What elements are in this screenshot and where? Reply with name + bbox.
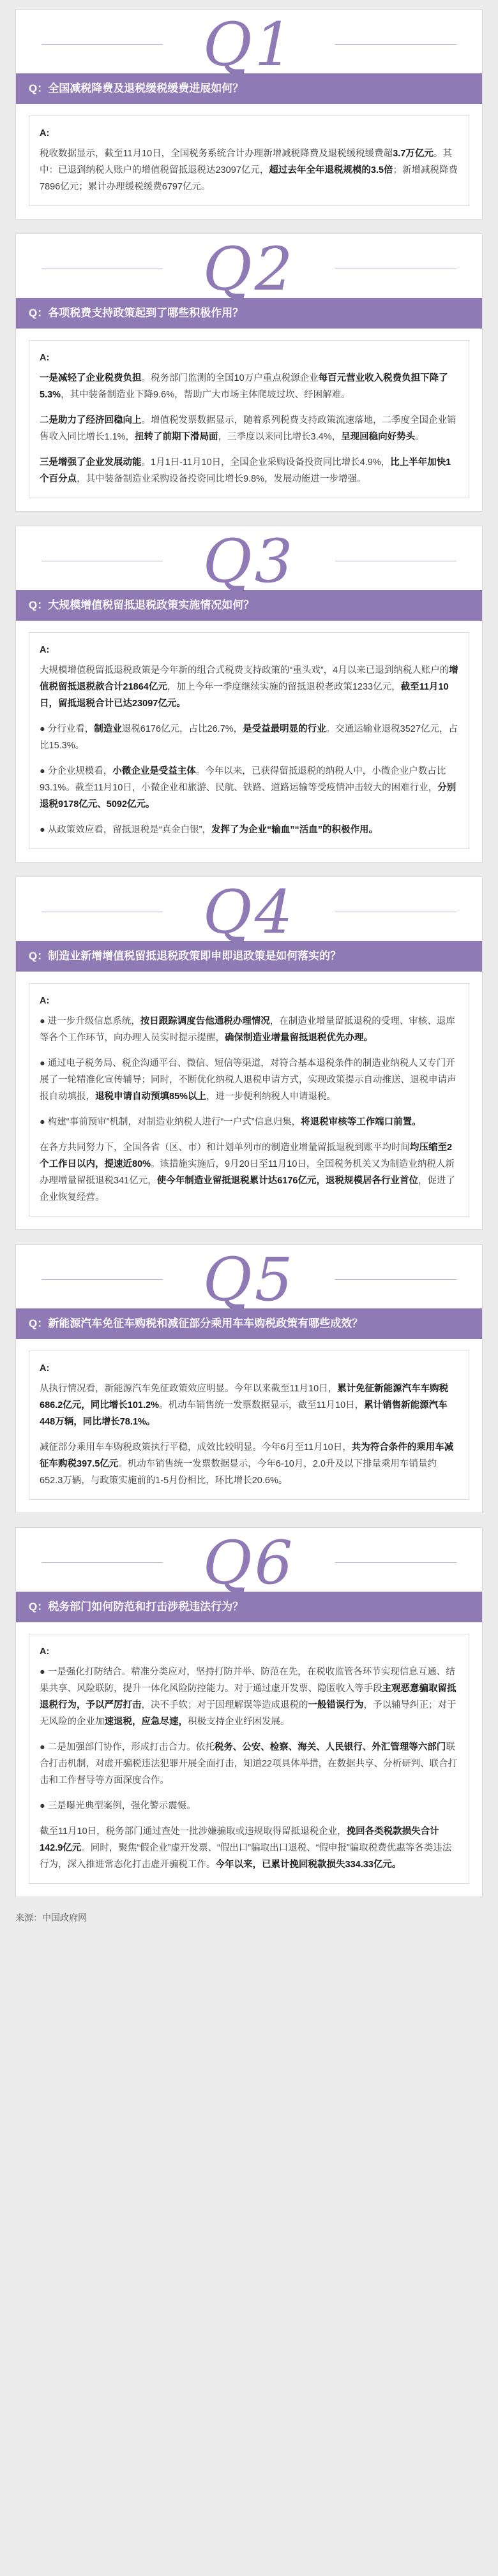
body-text: ● 分企业规模看， xyxy=(40,766,113,776)
body-text: 。同时，聚焦“假企业”虚开发票、“假出口”骗取出口退税、“假申报”骗取税费优惠等各类违法行为，深入推进常态化打击虚开骗税工作。 xyxy=(40,1843,452,1870)
highlight-text: 退税申请自动预填85%以上 xyxy=(95,1092,207,1102)
body-text: ● 三是曝光典型案例，强化警示震慑。 xyxy=(40,1801,196,1811)
question-title: Q：新能源汽车免征车购税和减征部分乘用车车购税政策有哪些成效？ xyxy=(16,1308,482,1339)
answer-label: A: xyxy=(40,1363,50,1373)
body-text: 。税务部门监测的全国10万户重点税源企业 xyxy=(141,373,319,383)
answer-paragraph xyxy=(40,454,458,487)
highlight-text: 一是 xyxy=(40,373,58,383)
answer-label: A: xyxy=(40,996,50,1006)
question-header xyxy=(16,1528,482,1598)
answer-box xyxy=(29,115,469,206)
body-text: ● 构建“事前预审”机制，对制造业纳税人进行“一户式”信息归集， xyxy=(40,1117,301,1127)
body-text: 。交通运输业退税3527亿元，占比15.3%。 xyxy=(40,724,458,751)
answer-paragraph xyxy=(40,145,458,195)
highlight-text: 每百元营业收入税费负担下降了5.3% xyxy=(40,373,448,400)
body-text: ，促进了企业恢复经营。 xyxy=(40,1176,455,1203)
highlight-text: 使今年制造业留抵退税累计达6176亿元，退税规模居各行业首位 xyxy=(156,1176,418,1186)
highlight-text: 按日跟踪调度告他通税办理情况 xyxy=(140,1016,270,1026)
answer-label: A: xyxy=(40,353,50,363)
body-text: ● 从政策效应看，留抵退税是“真金白银”， xyxy=(40,825,211,835)
question-title: Q：税务部门如何防范和打击涉税违法行为？ xyxy=(16,1592,482,1622)
highlight-text: 二是助力了经济回稳向上 xyxy=(40,415,142,426)
body-text: ，予以辅导纠正；对于无风险的企业加 xyxy=(40,1700,456,1727)
highlight-text: 小微企业是受益主体 xyxy=(112,766,196,776)
highlight-text: 超过去年全年退税规模的3.5倍 xyxy=(269,165,393,175)
question-title: Q：各项税费支持政策起到了哪些积极作用？ xyxy=(16,298,482,329)
answer-paragraph xyxy=(40,1439,458,1489)
question-title: Q：制造业新增增值税留抵退税政策即申即退政策是如何落实的？ xyxy=(16,941,482,972)
highlight-text: 截至11月10日，留抵退税合计已达23097亿元。 xyxy=(40,682,449,709)
highlight-text: 是受益最明显的行业 xyxy=(243,724,326,734)
answer-paragraph xyxy=(40,822,458,838)
answer-paragraph xyxy=(40,1139,458,1206)
body-text: 截至11月10日，税务部门通过查处一批涉嫌骗取或违规取得留抵退税企业， xyxy=(40,1826,347,1837)
body-text: ● 分行业看， xyxy=(40,724,94,734)
question-number: Q2 xyxy=(202,235,296,304)
highlight-text: 累计免征新能源汽车车购税686.2亿元，同比增长101.2% xyxy=(40,1384,449,1410)
qa-card xyxy=(15,233,483,512)
answer-label: A: xyxy=(40,128,50,138)
body-text: ，在制造业增量留抵退税的受理、审核、退库等各个工作环节，向办理人员实时提示提醒， xyxy=(40,1016,455,1043)
answer-paragraph xyxy=(40,763,458,813)
answer-paragraph xyxy=(40,412,458,445)
qa-card xyxy=(15,877,483,1230)
question-number: Q1 xyxy=(202,10,296,80)
body-text: 。其中：已退到纳税人账户的增值税留抵退税达23097亿元， xyxy=(40,149,452,175)
answer-paragraph xyxy=(40,1114,458,1130)
highlight-text: 一般错误行为 xyxy=(308,1700,364,1710)
qa-card xyxy=(15,1244,483,1513)
highlight-text: 今年以来，已累计挽回税款损失334.33亿元。 xyxy=(215,1860,402,1870)
body-text: ，其中装备制造业采购设备投资同比增长9.8%，发展动能进一步增强。 xyxy=(77,474,366,484)
answer-paragraph xyxy=(40,662,458,712)
highlight-text: 3.7万亿元 xyxy=(393,149,434,159)
body-text: ，加上今年一季度继续实施的留抵退税老政策1233亿元， xyxy=(167,682,401,692)
answer-paragraph xyxy=(40,1381,458,1430)
body-text: ，进一步便利纳税人申请退税。 xyxy=(206,1092,336,1102)
question-header xyxy=(16,234,482,304)
body-text: ，决不手软；对于因理解误等造成退税的 xyxy=(141,1700,308,1710)
answer-paragraph xyxy=(40,1823,458,1873)
answer-paragraph xyxy=(40,721,458,754)
body-text: ，其中装备制造业下降9.6%，帮助广大市场主体爬坡过坎、纾困解难。 xyxy=(61,390,351,400)
body-text: 。今年以来，已获得留抵退税的纳税人中，小微企业户数占比93.1%。截至11月10日，小微企业和旅游、民航、铁路、道路运输等受疫情冲击较大的困难行业， xyxy=(40,766,446,793)
highlight-text: 共为符合条件的乘用车减征车购税397.5亿元 xyxy=(40,1442,454,1469)
answer-paragraph xyxy=(40,1055,458,1105)
answer-paragraph xyxy=(40,1798,458,1814)
question-number: Q3 xyxy=(202,527,296,596)
answer-paragraph xyxy=(40,1739,458,1789)
highlight-text: 增值税留抵退税款合计21864亿元 xyxy=(40,665,458,692)
answer-box xyxy=(29,983,469,1217)
body-text: 退税6176亿元，占比26.7%， xyxy=(121,724,243,734)
body-text: 积极支持企业纾困发展。 xyxy=(188,1717,290,1727)
highlight-text: 比上半年加快1个百分点 xyxy=(40,457,451,484)
body-text: 减征部分乘用车车购税政策执行平稳，成效比较明显。今年6月至11月10日， xyxy=(40,1442,352,1453)
highlight-text: 确保制造业增量留抵退税优先办理。 xyxy=(225,1033,373,1043)
body-text: 从执行情况看，新能源汽车免征政策效应明显。今年以来截至11月10日， xyxy=(40,1384,338,1394)
body-text: ● 一是强化打防结合。精准分类应对，坚持打防并举、防范在先，在税收监管各环节实现信息互通、结果共享、风险联防，提升一体化风险防控能力。对于通过虚开发票、隐匿收入等手段 xyxy=(40,1667,455,1694)
body-text: 税收数据显示，截至11月10日，全国税务系统合计办理新增减税降费及退税缓税缓费超 xyxy=(40,149,393,159)
question-title: Q：大规模增值税留抵退税政策实施情况如何？ xyxy=(16,590,482,621)
answer-paragraph xyxy=(40,1664,458,1730)
question-header xyxy=(16,877,482,947)
question-title: Q：全国减税降费及退税缓税缓费进展如何？ xyxy=(16,73,482,104)
body-text: 。增值税发票数据显示，随着系列税费支持政策流速落地，二季度全国企业销售收入同比增长1.1%， xyxy=(40,415,456,442)
highlight-text: 发挥了为企业“输血”“活血”的积极作用。 xyxy=(211,825,378,835)
body-text: ● 进一步升级信息系统， xyxy=(40,1016,140,1026)
answer-paragraph xyxy=(40,370,458,403)
answer-paragraph xyxy=(40,1013,458,1046)
highlight-text: 呈现回稳向好势头 xyxy=(341,432,416,442)
highlight-text: 税务、公安、检察、海关、人民银行、外汇管理等六部门 xyxy=(214,1742,446,1752)
highlight-text: 扭转了前期下滑局面 xyxy=(135,432,218,442)
question-header xyxy=(16,1245,482,1315)
highlight-text: 速退税，应急尽速， xyxy=(104,1717,188,1727)
body-text: 。机动车销售统一发票数据显示，今年6-10月，2.0升及以下排量乘用车销量约652.3万辆，与政策实施前的1-5月份相比，环比增长20.6%。 xyxy=(40,1459,437,1486)
question-number: Q6 xyxy=(202,1529,296,1598)
body-text: 。机动车销售统一发票数据显示，截至11月10日， xyxy=(158,1400,365,1410)
highlight-text: 分别退税9178亿元、5092亿元。 xyxy=(40,783,456,810)
body-text: ，三季度以来同比增长3.4%， xyxy=(218,432,342,442)
highlight-text: 挽回各类税款损失合计142.9亿元 xyxy=(40,1826,439,1853)
answer-box xyxy=(29,1351,469,1500)
body-text: 联合打击机制，对虚开骗税违法犯罪开展全面打击，知道22项具体举措，在数据共享、分析研判、联合打击和工作督导等方面深度合作。 xyxy=(40,1742,458,1786)
body-text: 大规模增值税留抵退税政策是今年新的组合式税费支持政策的“重头戏”，4月以来已退到纳税人账户的 xyxy=(40,665,449,676)
question-header xyxy=(16,10,482,80)
highlight-text: 三是增强了企业发展动能 xyxy=(40,457,142,468)
answer-box xyxy=(29,340,469,498)
question-number: Q5 xyxy=(202,1245,296,1315)
body-text: ● 通过电子税务局、税企沟通平台、微信、短信等渠道，对符合基本退税条件的制造业纳税人又专门开展了一轮精准化宣传辅导；同时，不断优化纳税人退税申请方式，实现政策提示自动推送、退税申请声报自动填报， xyxy=(40,1058,456,1102)
answer-label: A: xyxy=(40,1647,50,1657)
highlight-text: 主观恶意骗取留抵退税行为，予以严厉打击 xyxy=(40,1684,456,1710)
highlight-text: 将退税审核等工作端口前置。 xyxy=(301,1117,421,1127)
qa-card xyxy=(15,1527,483,1897)
answer-label: A: xyxy=(40,645,50,655)
body-text: 。1月1日-11月10日，全国企业采购设备投资同比增长4.9%， xyxy=(141,457,391,468)
highlight-text: 均压缩至2个工作日以内，提速近80% xyxy=(40,1143,453,1169)
body-text: 。该措施实施后，9月20日至11月10日，全国税务机关又为制造业纳税人新办理增量留抵退税341亿元， xyxy=(40,1159,455,1186)
body-text: ；新增减税降费7896亿元；累计办理缓税缓费6797亿元。 xyxy=(40,165,458,192)
body-text: ● 二是加强部门协作，形成打击合力。依托 xyxy=(40,1742,215,1752)
qa-card xyxy=(15,526,483,862)
answer-box xyxy=(29,1634,469,1884)
question-header xyxy=(16,526,482,596)
qa-card xyxy=(15,9,483,219)
body-text: 在各方共同努力下，全国各省（区、市）和计划单列市的制造业增量留抵退税到账平均时间 xyxy=(40,1143,410,1153)
highlight-text: 减轻了企业税费负担 xyxy=(58,373,142,383)
body-text: 。 xyxy=(415,432,425,442)
highlight-text: 累计销售新能源汽车448万辆，同比增长78.1%。 xyxy=(40,1400,448,1427)
question-number: Q4 xyxy=(202,878,296,947)
highlight-text: 制造业 xyxy=(94,724,122,734)
answer-box xyxy=(29,632,469,849)
source-note: 来源：中国政府网 xyxy=(15,1913,87,1923)
